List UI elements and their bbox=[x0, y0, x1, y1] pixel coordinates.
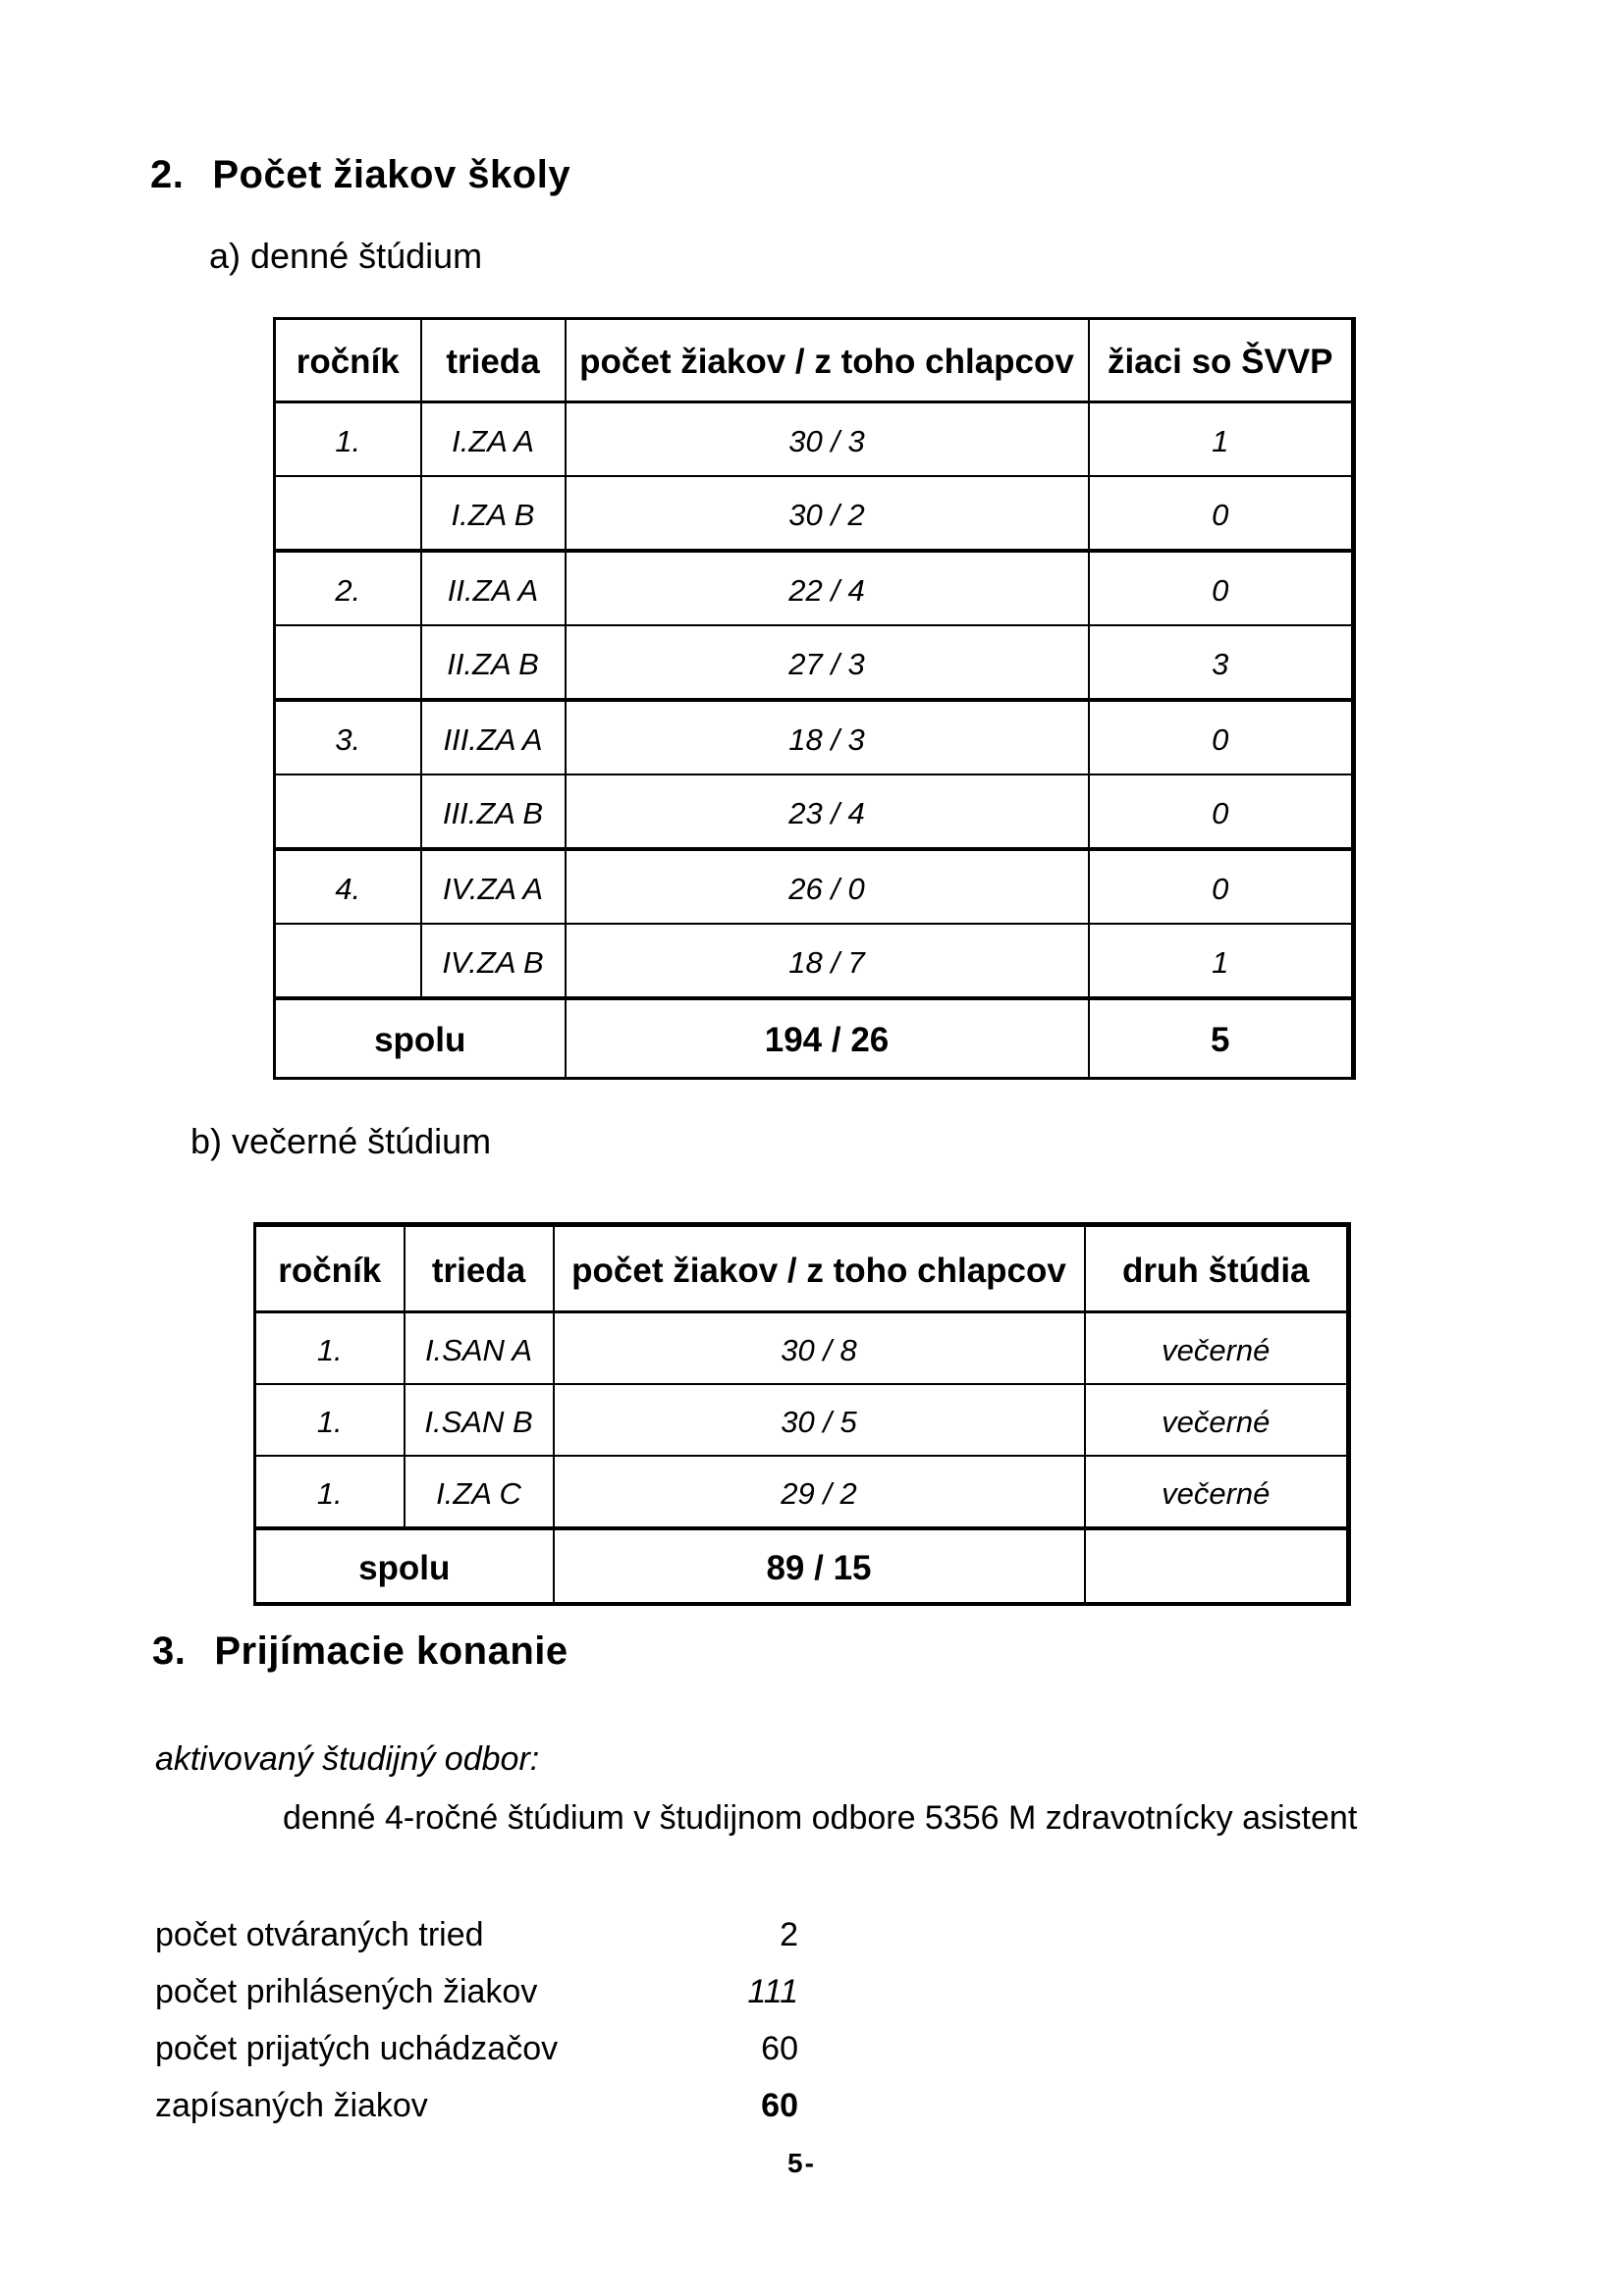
cell-svvp: 0 bbox=[1089, 551, 1354, 625]
total-druh bbox=[1085, 1528, 1349, 1604]
stat-label: počet prihlásených žiakov bbox=[155, 1973, 538, 2010]
cell-svvp: 0 bbox=[1089, 774, 1354, 849]
table-total-row bbox=[255, 1528, 1349, 1604]
cell-svvp: 0 bbox=[1089, 476, 1354, 551]
page-number: 5- bbox=[787, 2148, 816, 2178]
column-header-trieda: trieda bbox=[421, 319, 566, 402]
cell-trieda: I.SAN B bbox=[405, 1384, 554, 1456]
total-svvp: 5 bbox=[1089, 998, 1354, 1079]
cell-pocet: 18 / 7 bbox=[566, 924, 1089, 998]
stat-row-zapisani-ziaci bbox=[155, 2087, 798, 2144]
table-row bbox=[255, 1312, 1349, 1385]
table-row bbox=[275, 476, 1354, 551]
section-title: Počet žiakov školy bbox=[212, 153, 571, 196]
cell-druh: večerné bbox=[1085, 1312, 1349, 1385]
table-vecerne-studium bbox=[253, 1222, 1351, 1606]
cell-trieda: IV.ZA B bbox=[421, 924, 566, 998]
section-heading-pocet-ziakov bbox=[150, 153, 570, 197]
cell-pocet: 30 / 8 bbox=[554, 1312, 1085, 1385]
column-header-druh-studia: druh štúdia bbox=[1085, 1225, 1349, 1312]
stat-row-prijati-uchadzaci bbox=[155, 2030, 798, 2087]
table-total-row bbox=[275, 998, 1354, 1079]
stat-value: 111 bbox=[747, 1973, 798, 2010]
study-field-value: denné 4-ročné štúdium v študijnom odbore 5356 M zdravotnícky asistent bbox=[283, 1799, 1358, 1837]
total-label: spolu bbox=[275, 998, 566, 1079]
column-header-pocet-ziakov: počet žiakov / z toho chlapcov bbox=[566, 319, 1089, 402]
cell-rocnik: 1. bbox=[255, 1384, 405, 1456]
stat-label: zapísaných žiakov bbox=[155, 2087, 428, 2124]
section-heading-prijimacie-konanie bbox=[152, 1629, 568, 1674]
cell-druh: večerné bbox=[1085, 1456, 1349, 1528]
cell-svvp: 1 bbox=[1089, 924, 1354, 998]
table-row bbox=[255, 1456, 1349, 1528]
table-row bbox=[275, 402, 1354, 477]
cell-rocnik: 1. bbox=[275, 402, 421, 477]
total-label: spolu bbox=[255, 1528, 554, 1604]
total-pocet: 89 / 15 bbox=[554, 1528, 1085, 1604]
cell-rocnik: 3. bbox=[275, 700, 421, 774]
table-header-row bbox=[255, 1225, 1349, 1312]
table-row bbox=[275, 551, 1354, 625]
subsection-label-denne-studium: a) denné štúdium bbox=[209, 236, 483, 276]
stat-label: počet otváraných tried bbox=[155, 1916, 484, 1953]
column-header-trieda: trieda bbox=[405, 1225, 554, 1312]
cell-pocet: 30 / 5 bbox=[554, 1384, 1085, 1456]
cell-pocet: 30 / 3 bbox=[566, 402, 1089, 477]
stat-row-prihlaseni-ziaci bbox=[155, 1973, 798, 2030]
section-number: 2. bbox=[150, 153, 185, 196]
column-header-rocnik: ročník bbox=[255, 1225, 405, 1312]
cell-pocet: 26 / 0 bbox=[566, 849, 1089, 924]
admission-stats bbox=[155, 1916, 798, 2144]
cell-rocnik: 1. bbox=[255, 1312, 405, 1385]
cell-trieda: I.SAN A bbox=[405, 1312, 554, 1385]
cell-svvp: 3 bbox=[1089, 625, 1354, 700]
column-header-rocnik: ročník bbox=[275, 319, 421, 402]
cell-svvp: 1 bbox=[1089, 402, 1354, 477]
cell-trieda: III.ZA B bbox=[421, 774, 566, 849]
cell-pocet: 18 / 3 bbox=[566, 700, 1089, 774]
cell-rocnik: 4. bbox=[275, 849, 421, 924]
table-header-row bbox=[275, 319, 1354, 402]
table-denne-studium bbox=[273, 317, 1356, 1080]
table-row bbox=[275, 625, 1354, 700]
subsection-label-vecerne-studium: b) večerné štúdium bbox=[190, 1121, 492, 1161]
cell-trieda: IV.ZA A bbox=[421, 849, 566, 924]
cell-trieda: III.ZA A bbox=[421, 700, 566, 774]
cell-pocet: 27 / 3 bbox=[566, 625, 1089, 700]
cell-svvp: 0 bbox=[1089, 849, 1354, 924]
stat-value: 60 bbox=[761, 2030, 798, 2067]
cell-rocnik bbox=[275, 476, 421, 551]
table-row bbox=[275, 774, 1354, 849]
column-header-svvp: žiaci so ŠVVP bbox=[1089, 319, 1354, 402]
table-row bbox=[275, 700, 1354, 774]
cell-trieda: II.ZA A bbox=[421, 551, 566, 625]
cell-trieda: I.ZA A bbox=[421, 402, 566, 477]
section-number: 3. bbox=[152, 1629, 187, 1673]
cell-svvp: 0 bbox=[1089, 700, 1354, 774]
cell-trieda: I.ZA B bbox=[421, 476, 566, 551]
stat-value: 60 bbox=[761, 2087, 798, 2124]
cell-pocet: 30 / 2 bbox=[566, 476, 1089, 551]
section-title: Prijímacie konanie bbox=[214, 1629, 568, 1673]
column-header-pocet-ziakov: počet žiakov / z toho chlapcov bbox=[554, 1225, 1085, 1312]
study-field-label: aktivovaný študijný odbor: bbox=[155, 1740, 540, 1778]
total-pocet: 194 / 26 bbox=[566, 998, 1089, 1079]
cell-druh: večerné bbox=[1085, 1384, 1349, 1456]
cell-rocnik: 1. bbox=[255, 1456, 405, 1528]
cell-trieda: II.ZA B bbox=[421, 625, 566, 700]
table-row bbox=[275, 849, 1354, 924]
cell-pocet: 29 / 2 bbox=[554, 1456, 1085, 1528]
cell-rocnik: 2. bbox=[275, 551, 421, 625]
cell-rocnik bbox=[275, 625, 421, 700]
table-row bbox=[255, 1384, 1349, 1456]
stat-row-otvarane-triedy bbox=[155, 1916, 798, 1973]
cell-rocnik bbox=[275, 924, 421, 998]
cell-pocet: 22 / 4 bbox=[566, 551, 1089, 625]
stat-value: 2 bbox=[780, 1916, 798, 1953]
cell-rocnik bbox=[275, 774, 421, 849]
cell-pocet: 23 / 4 bbox=[566, 774, 1089, 849]
stat-label: počet prijatých uchádzačov bbox=[155, 2030, 559, 2067]
cell-trieda: I.ZA C bbox=[405, 1456, 554, 1528]
table-row bbox=[275, 924, 1354, 998]
